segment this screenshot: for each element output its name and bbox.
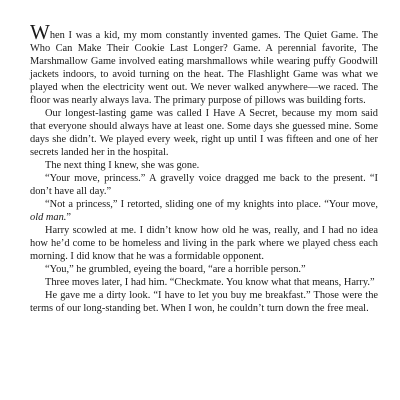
paragraph-breakfast: He gave me a dirty look. “I have to let you buy me breakfast.” Those were the terms of our long-standing bet. When I won, he couldn’t turn down the free meal.	[30, 290, 378, 314]
drop-cap: W	[30, 20, 50, 44]
paragraph-text: hen I was a kid, my mom constantly invented games. The Quiet Game. The Who Can Make Their Cookie Last Longer? Game. A perennial favorite, The Marshmallow Game involved eating marshmallows while wearing puffy Goodwill jackets indoors, to avoid turning on the heat. The Flashlight Game was what we played when the electricity went out. We never walked anywhere—we raced. The floor was nearly always lava. The primary purpose of pillows was building forts.	[30, 30, 378, 106]
paragraph-opening	[30, 20, 378, 107]
paragraph-horrible-person: “You,” he grumbled, eyeing the board, “are a horrible person.”	[45, 264, 306, 275]
paragraph-text-end: ”	[66, 212, 71, 223]
paragraph-harry: Harry scowled at me. I didn’t know how old he was, really, and I had no idea how he’d come to be homeless and living in the park where we played chess each morning. I did know that he was a formidable opponent.	[30, 225, 378, 262]
paragraph-not-a-princess	[30, 198, 378, 224]
paragraph-text: “Not a princess,” I retorted, sliding one of my knights into place. “Your move,	[45, 199, 378, 210]
paragraph-checkmate: Three moves later, I had him. “Checkmate. You know what that means, Harry.”	[45, 277, 375, 288]
book-page	[30, 20, 378, 315]
paragraph-your-move: “Your move, princess.” A gravelly voice dragged me back to the present. “I don’t have all day.”	[30, 173, 378, 197]
paragraph-secret-game: Our longest-lasting game was called I Have A Secret, because my mom said that everyone should always have at least one. Some days she guessed mine. Some days she didn’t. We played every week, right up until I was fifteen and one of her secrets landed her in the hospital.	[30, 108, 378, 158]
emphasized-text: old man.	[30, 212, 67, 223]
paragraph-gone: The next thing I knew, she was gone.	[45, 160, 200, 171]
